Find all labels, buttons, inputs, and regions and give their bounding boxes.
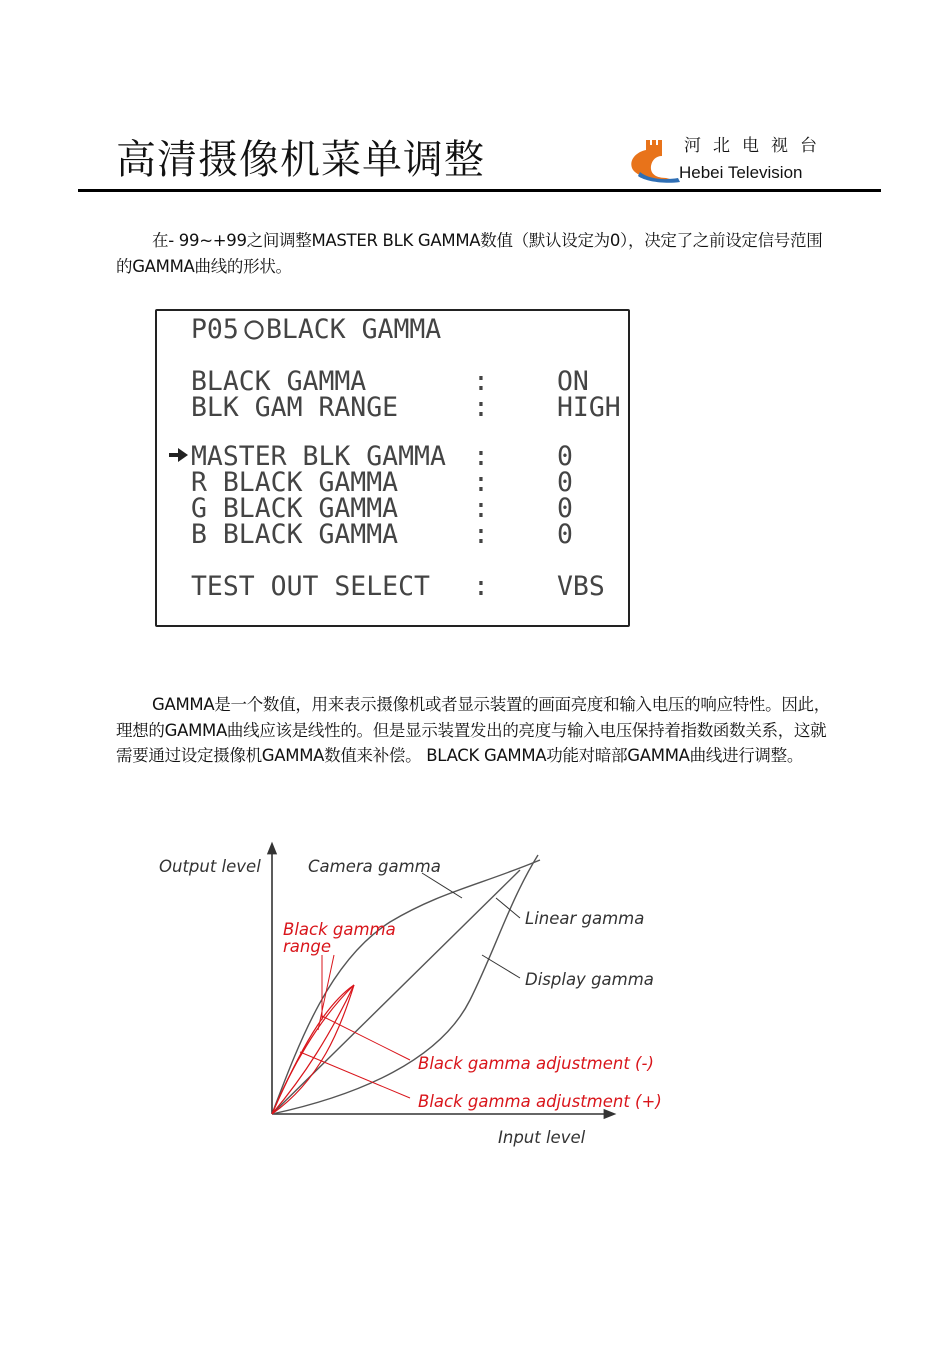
y-axis-label: Output level: [159, 857, 261, 876]
black-adj-plus-leader: [300, 1052, 410, 1098]
camera-gamma-leader: [422, 873, 462, 898]
menu-row-separator: :: [473, 571, 489, 602]
header-divider: [78, 189, 881, 192]
menu-row-label: G BLACK GAMMA: [191, 493, 399, 524]
org-name-cn: 河北电视台: [684, 136, 829, 156]
x-axis-label: Input level: [498, 1128, 586, 1147]
black-adj-minus-label: Black gamma adjustment (-): [418, 1054, 654, 1073]
menu-row-label: BLK GAM RANGE: [191, 392, 399, 423]
menu-row-label-selected: MASTER BLK GAMMA: [191, 441, 446, 472]
linear-gamma-label: Linear gamma: [525, 909, 645, 928]
page-title: 高清摄像机菜单调整: [116, 137, 485, 183]
menu-row-separator: :: [473, 392, 489, 423]
menu-row-value: 0: [557, 493, 573, 524]
menu-row-label: TEST OUT SELECT: [191, 571, 430, 602]
menu-row-separator: :: [473, 441, 489, 472]
camera-gamma-curve: [272, 860, 540, 1114]
black-adj-minus-leader: [322, 1016, 410, 1060]
gamma-explanation-paragraph: GAMMA是一个数值，用来表示摄像机或者显示装置的画面亮度和输入电压的响应特性。因此，理想的GAMMA曲线应该是线性的。但是显示装置发出的亮度与输入电压保持着指数函数关系，这就需要通过设定摄像机GAMMA数值来补偿。 BLACK GAMMA功能对暗部GAMMA曲线进行调整。: [116, 695, 830, 765]
selection-arrow-icon: [168, 445, 190, 465]
black-range-leader: [318, 955, 334, 1030]
menu-row-value: 0: [557, 441, 573, 472]
menu-row-label: BLACK GAMMA: [191, 366, 367, 397]
hebei-tv-logo-icon: [626, 134, 682, 184]
camera-gamma-label: Camera gamma: [308, 857, 441, 876]
menu-title: BLACK GAMMA: [266, 314, 442, 345]
menu-row-separator: :: [473, 366, 489, 397]
org-name-en: Hebei Television: [679, 163, 803, 182]
menu-row-label: B BLACK GAMMA: [191, 519, 399, 550]
menu-row-value: 0: [557, 519, 573, 550]
menu-title-prefix: P05: [191, 314, 239, 345]
menu-row-separator: :: [473, 519, 489, 550]
menu-row-value: HIGH: [557, 392, 621, 423]
linear-gamma-curve: [272, 870, 520, 1114]
gamma-curve-diagram: [150, 835, 680, 1155]
page-circle-icon: [243, 319, 265, 341]
menu-row-value: VBS: [557, 571, 605, 602]
black-gamma-range-label: range: [283, 937, 331, 956]
menu-row-label: R BLACK GAMMA: [191, 467, 399, 498]
display-gamma-label: Display gamma: [525, 970, 654, 989]
menu-row-value: 0: [557, 467, 573, 498]
display-gamma-leader: [482, 955, 520, 978]
menu-row-separator: :: [473, 467, 489, 498]
intro-paragraph: 在- 99~+99之间调整MASTER BLK GAMMA数值（默认设定为0），决定了之前设定信号范围的GAMMA曲线的形状。: [116, 231, 823, 276]
menu-row-separator: :: [473, 493, 489, 524]
menu-row-value: ON: [557, 366, 589, 397]
black-gamma-range-label: Black gamma: [283, 920, 396, 939]
black-adj-plus-label: Black gamma adjustment (+): [418, 1092, 662, 1111]
